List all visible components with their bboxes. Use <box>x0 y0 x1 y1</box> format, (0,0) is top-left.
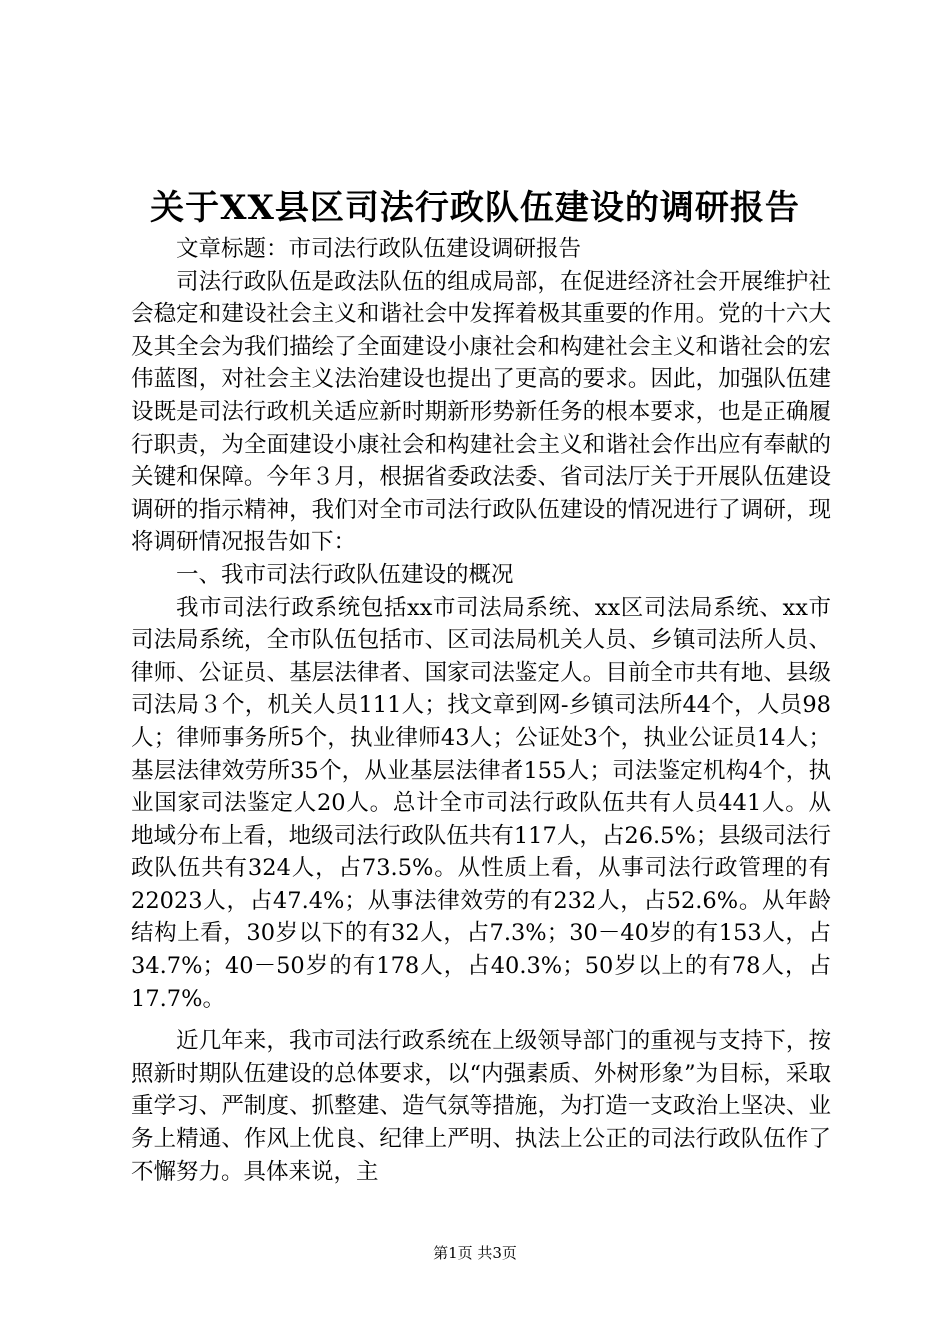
page-footer: 第1页 共3页 <box>433 1244 517 1262</box>
overview-paragraph: 我市司法行政系统包括xx市司法局系统、xx区司法局系统、xx市司法局系统，全市队伍包括市、区司法局机关人员、乡镇司法所人员、律师、公证员、基层法律者、国家司法鉴定人。目前全市共有地、县级司法局３个，机关人员111人；找文章到网-乡镇司法所44个，人员98人；律师事务所5个，执业律师43人；公证处3个，执业公证员14人；基层法律效劳所35个，从业基层法律者155人；司法鉴定机构4个，执业国家司法鉴定人20人。总计全市司法行政队伍共有人员441人。从地域分布上看，地级司法行政队伍共有117人，占26.5%；县级司法行政队伍共有324人，占73.5%。从性质上看，从事司法行政管理的有22023人，占47.4%；从事法律效劳的有232人，占52.6%。从年龄结构上看，30岁以下的有32人，占7.3%；30－40岁的有153人，占34.7%；40－50岁的有178人，占40.3%；50岁以上的有78人，占17.7%。 <box>131 594 831 1012</box>
document-body <box>131 233 831 1188</box>
progress-paragraph: 近几年来，我市司法行政系统在上级领导部门的重视与支持下，按照新时期队伍建设的总体要求，以“内强素质、外树形象”为目标，采取重学习、严制度、抓整建、造气氛等措施，为打造一支政治上坚决、业务上精通、作风上优良、纪律上严明、执法上公正的司法行政队伍作了不懈努力。具体来说，主 <box>131 1028 831 1185</box>
intro-paragraph: 司法行政队伍是政法队伍的组成局部，在促进经济社会开展维护社会稳定和建设社会主义和谐社会中发挥着极其重要的作用。党的十六大及其全会为我们描绘了全面建设小康社会和构建社会主义和谐社会的宏伟蓝图，对社会主义法治建设也提出了更高的要求。因此，加强队伍建设既是司法行政机关适应新时期新形势新任务的根本要求，也是正确履行职责，为全面建设小康社会和构建社会主义和谐社会作出应有奉献的关键和保障。今年３月，根据省委政法委、省司法厅关于开展队伍建设调研的指示精神，我们对全市司法行政队伍建设的情况进行了调研，现将调研情况报告如下： <box>131 268 831 556</box>
article-title-line: 文章标题：市司法行政队伍建设调研报告 <box>176 236 582 262</box>
section-heading: 一、我市司法行政队伍建设的概况 <box>176 561 514 588</box>
document-title: 关于XX县区司法行政队伍建设的调研报告 <box>150 188 800 228</box>
